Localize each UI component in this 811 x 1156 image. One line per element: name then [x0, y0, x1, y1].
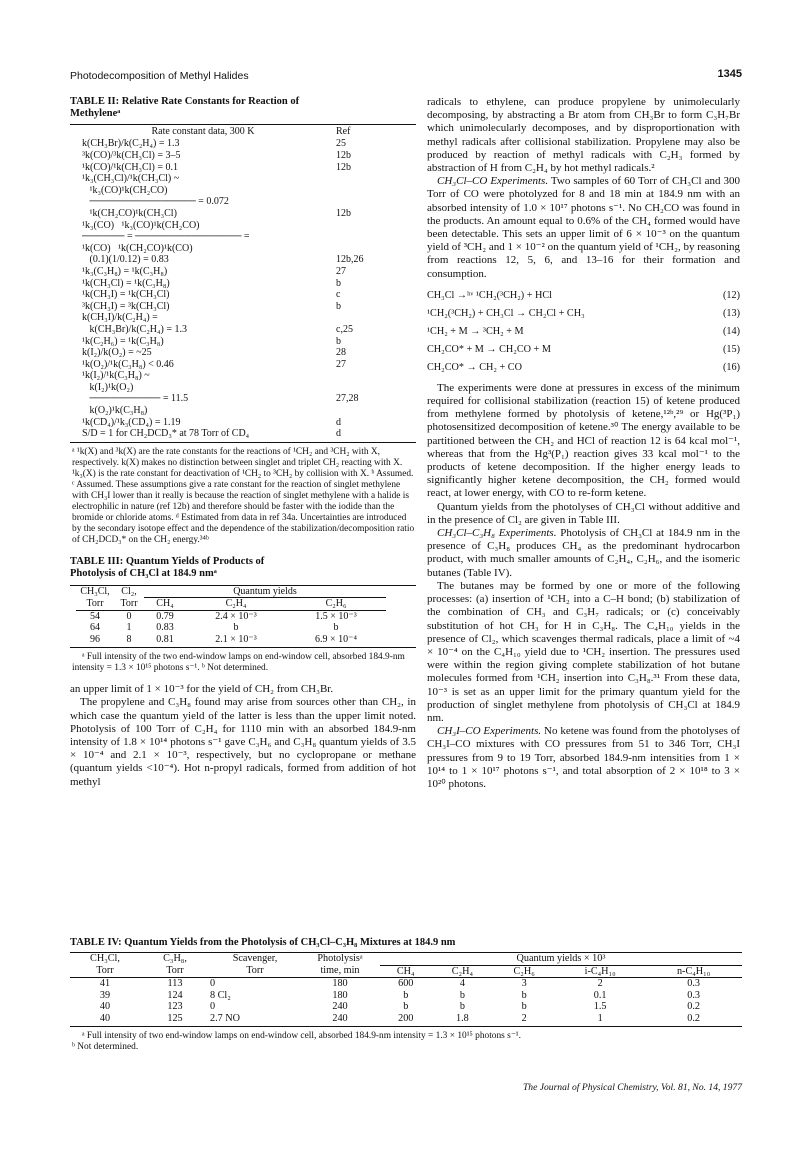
table4-h-c2h4: C₂H₄: [451, 965, 473, 977]
table2-ref-cell: b: [336, 277, 341, 289]
table2-row: [70, 336, 416, 348]
table2-row: [70, 138, 416, 150]
right-paragraph-7: [427, 725, 740, 791]
table4-h-n-c4h10: n-C₄H₁₀: [676, 965, 711, 977]
table4-caption: TABLE IV: Quantum Yields from the Photolysis of CH₃Cl–C₃H₈ Mixtures at 184.9 nm: [70, 937, 456, 948]
table2-rate-cell: ────── = ─────────────── =: [82, 231, 250, 243]
table4-h-c3h8: C₃H₈,: [163, 953, 187, 965]
table4-cell: 40: [99, 1001, 111, 1013]
table3-h-c2h4: C₂H₄: [225, 598, 247, 610]
table2-row: [70, 393, 416, 405]
table2-row: [70, 173, 416, 185]
right-paragraph-5: [427, 527, 740, 580]
table3-h-c2h6: C₂H₆: [325, 598, 347, 610]
table4-cell: 0.3: [645, 978, 742, 990]
table4-row: [70, 990, 742, 1002]
table4-h-ch4: CH₄: [396, 965, 415, 977]
table2-rate-cell: k(I₂)/k(O₂) = ~25: [82, 347, 152, 359]
table2-rate-cell: ¹k₃(C₃H₈) = ¹k(C₃H₈): [82, 265, 168, 277]
table2-ref-cell: b: [336, 335, 341, 347]
table4-row: [70, 978, 742, 990]
right-paragraph-5-text: Photolysis of CH₃Cl at 184.9 nm in the presence of C₃H₈ produces CH₄ as the predominant hydrocarbon product, with much smaller amounts of C₂H₄, C₂H₆, and the isomeric butanes (Table IV).: [427, 527, 740, 579]
table4-cell: 39: [99, 989, 111, 1001]
table2-row: [70, 208, 416, 220]
table3-cell: b: [333, 622, 339, 634]
table2-ref-cell: 25: [336, 138, 346, 150]
table2-rate-cell: ¹k(CO) ¹k(CH₂CO)¹k(CO): [82, 242, 193, 254]
table2-ref-cell: [336, 243, 416, 255]
table3-row: [76, 622, 386, 634]
table2-ref-cell: 12b: [336, 207, 351, 219]
table2-ref-cell: 28: [336, 347, 346, 359]
equation-text: CH₂CO* + M → CH₂CO + M: [427, 343, 551, 355]
table2-rate-cell: ¹k(C₂H₆) = ¹k(C₃H₈): [82, 335, 164, 347]
equation-number: (12): [723, 289, 740, 301]
section-head-ch3cl-c3h8: CH₃Cl–C₃H₈ Experiments.: [437, 527, 557, 540]
table4-footnote-a: ᵃ Full intensity of two end-window lamps on end-window cell, absorbed 184.9-nm intensity = 1.3 × 10¹⁵ photons s⁻¹.: [82, 1031, 521, 1042]
table4-h-torr2: Torr: [166, 965, 184, 977]
right-paragraph-6: The butanes may be formed by one or more of the following processes: (a) insertion of ¹CH₂ into a C–H bond; (b) stabilization of the combination of CH₃ and C₃H₇ radicals; or (c) conceivably substitution of hot CH₃ for H in C₃H₈. The C₄H₁₀ yields in the presence of Cl₂, which scavenges thermal radicals, place a limit of ~4 × 10⁻⁴ on the C₄H₁₀ yield due to ¹CH₂ insertion. The pressures used were within the region giving complete stabilization of hot butane molecules formed from ¹CH₂ insertion into C₃H₈.³¹ From these data, 10⁻³ is set as an upper limit for the primary quantum yield for the production of singlet methylene from photolysis of CH₃Cl at 184.9 nm.: [427, 579, 740, 724]
page-number: 1345: [717, 68, 742, 80]
table3-h-torr1: Torr: [86, 597, 104, 609]
table3-cell: 2.1 × 10⁻³: [215, 633, 257, 645]
table2-header-rate: Rate constant data, 300 K: [151, 125, 255, 137]
equation-text: CH₂CO* → CH₂ + CO: [427, 361, 522, 373]
table2-ref-cell: [336, 370, 416, 382]
table3-cell: 0: [114, 610, 144, 622]
table4-cell: 0.2: [687, 1012, 700, 1024]
table2-header-ref: Ref: [336, 125, 351, 137]
table2-ref-cell: c,25: [336, 323, 353, 335]
table2-rate-cell: ¹k(O₂)/¹k(C₃H₈) < 0.46: [82, 358, 174, 370]
table4-cell: 125: [167, 1012, 183, 1024]
equation: [427, 361, 740, 374]
right-paragraph-2-text: Two samples of 60 Torr of CH₃Cl and 300 Torr of CO were photolyzed for 8 and 18 min at 184.9 nm with an absorbed intensity of 1.0 × 10¹⁷ photons s⁻¹. No CH₂CO was found in the products. An amount equal to 0.6% of the CH₄ formed would have been detectable. This sets an upper limit of 6 × 10⁻³ on the quantum yield of ³CH₂ and 1 × 10⁻² on the quantum yield of ¹CH₂, by reasoning from reactions 12, 5, 6, and 13–16 for their formation and consumption.: [427, 175, 741, 280]
table4: [70, 953, 742, 1024]
table4-cell: 0.3: [687, 989, 700, 1001]
equation: [427, 307, 740, 320]
right-paragraph-4: Quantum yields from the photolyses of CH₃Cl without additive and in the presence of Cl₂ are given in Table III.: [427, 500, 740, 526]
table2-rate-cell: ¹k(CD₄)/¹k₃(CD₄) = 1.19: [82, 416, 181, 428]
right-paragraph-7-text: No ketene was found from the photolyses of CH₃I–CO mixtures with CO pressures from 51 to 346 Torr, CH₃I pressures from 9 to 19 Torr, absorbed 184.9-nm intensities from 1 × 10¹⁴ to 1 × 10¹⁷ photons s⁻¹, and total absorption of 2 × 10¹⁸ to 3 × 10²⁰ photons.: [427, 725, 740, 790]
table3-cell: 1: [126, 622, 132, 634]
table4-cell: b: [521, 989, 527, 1001]
table4-cell: 2: [521, 1012, 527, 1024]
table2-rate-cell: ¹k(CH₂CO)¹k(CH₃Cl): [82, 207, 177, 219]
table4-h-scavenger: Scavenger,: [232, 953, 278, 965]
table2-ref-cell: [336, 173, 416, 185]
table4-row: [70, 1001, 742, 1013]
table4-cell: 124: [167, 989, 183, 1001]
table2-rate-cell: ³k(CH₃I) = ³k(CH₃Cl): [82, 300, 170, 312]
equation-text: ¹CH₂ + M → ³CH₂ + M: [427, 325, 524, 337]
left-body: [70, 683, 416, 789]
equation-text: ¹CH₂(³CH₂) + CH₃Cl → CH₂Cl + CH₃: [427, 307, 585, 319]
table2-caption: TABLE II: Relative Rate Constants for Reaction of Methyleneᵃ: [70, 96, 300, 120]
table4-cell: 0: [210, 1001, 216, 1013]
table4-cell: 1: [597, 1012, 603, 1024]
table3-h-torr2: Torr: [120, 597, 138, 609]
table4-cell: 113: [140, 978, 210, 990]
table4-footnote-b: ᵇ Not determined.: [72, 1042, 139, 1053]
table3-cell: 96: [90, 633, 100, 645]
table3-row: [76, 610, 386, 622]
table3-cell: 54: [76, 610, 114, 622]
table2-row: [70, 254, 416, 266]
table2-rate-cell: ¹k₃(CO) ¹k₃(CO)¹k(CH₂CO): [82, 219, 200, 231]
table4-cell: 180: [300, 978, 380, 990]
table2-rate-cell: k(O₂)¹k(C₃H₈): [82, 405, 148, 417]
table3-h-cl2: Cl₂,: [121, 585, 137, 597]
table2-row: [70, 220, 416, 232]
table2-rate-cell: ────────── = 11.5: [82, 393, 189, 405]
table2-rate-cell: ¹k(CH₃Cl) = ¹k(C₃H₈): [82, 277, 170, 289]
table4-h-time: time, min: [320, 965, 360, 977]
table4-cell: b: [403, 989, 409, 1001]
table4-body: [70, 978, 742, 1025]
table4-cell: 180: [332, 989, 348, 1001]
equation-number: (15): [723, 343, 740, 355]
table3-row: [76, 634, 386, 646]
table2-ref-cell: d: [336, 416, 341, 428]
table2-rate-cell: ¹k(I₂)/¹k(C₃H₈) ~: [82, 370, 150, 382]
table4-row: [70, 1013, 742, 1025]
table3-cell: 2.4 × 10⁻³: [186, 610, 286, 622]
table3-cell: 64: [90, 622, 100, 634]
table4-cell: b: [459, 1001, 465, 1013]
table2-rate-cell: k(CH₃Br)/k(C₂H₄) = 1.3: [82, 138, 180, 150]
left-column: [70, 96, 416, 789]
table4-cell: 2.7 NO: [210, 1012, 240, 1024]
table2-body: [70, 138, 416, 439]
table2-footnote: ᵃ ¹k(X) and ³k(X) are the rate constants for the reactions of ¹CH₂ and ³CH₂ with X, respectively. k(X) makes no distinction between singlet and triplet CH₂ reacting with X. ¹k₃(X) is the rate constant for deactivation of ¹CH₂ to ³CH₂ by collision with X. ᵇ Assumed. ᶜ Assumed. These assumptions give a rate constant for the reaction of singlet methylene with CH₃I lower than it really is because the reaction of singlet methylene with a halide is electrophilic in nature (ref 12b) and therefore should be faster with the iodide than the bromide or chloride atoms. ᵈ Estimated from data in ref 34a. Uncertainties are introduced by the secondary isotope effect and the dependence of the stabilization/decomposition ratio of CH₂DCD₃* on the CH₂ energy.³⁴ᵇ: [72, 446, 415, 545]
equation-number: (13): [723, 307, 740, 319]
left-paragraph-2: The propylene and C₃H₈ found may arise from sources other than CH₂, in which case the quantum yield of the latter is less than the upper limit noted. Photolysis of 100 Torr of C₂H₄ for 1110 min with an absorbed 184.9-nm intensity of 1.8 × 10¹⁴ photons s⁻¹ gave C₃H₆ and C₃H₈ quantum yields of 3.5 × 10⁻⁴ and 2.1 × 10⁻³, respectively, but no cyclopropane or methane (quantum yields <10⁻⁴). Hot n-propyl radicals, formed from addition of hot methyl: [70, 696, 416, 788]
table2-row: [70, 301, 416, 313]
table2-ref-cell: 27: [336, 358, 346, 370]
table3-caption: TABLE III: Quantum Yields of Products of Photolysis of CH₃Cl at 184.9 nmᵃ: [70, 555, 265, 580]
equation: [427, 325, 740, 338]
section-head-ch3i-co: CH₃I–CO Experiments.: [437, 725, 542, 738]
equations: [427, 289, 740, 374]
table2-rate-cell: k(I₂)¹k(O₂): [82, 381, 134, 393]
right-paragraph-2: [427, 175, 740, 281]
journal-footer: The Journal of Physical Chemistry, Vol. 81, No. 14, 1977: [522, 1082, 742, 1093]
table2-row: [70, 185, 416, 197]
table2-row: [70, 243, 416, 255]
equation-number: (14): [723, 325, 740, 337]
table2-ref-cell: [336, 196, 416, 208]
table3-body: [76, 610, 386, 645]
table4-cell: 600: [380, 978, 431, 990]
table2-row: [70, 324, 416, 336]
table2-rate-cell: S/D = 1 for CH₂DCD₃* at 78 Torr of CD₄: [82, 428, 250, 440]
table2-row: [70, 266, 416, 278]
table2-rate-cell: ¹k(CH₃I) = ¹k(CH₃Cl): [82, 289, 170, 301]
table4-cell: 8 Cl₂: [210, 989, 231, 1001]
right-column: [427, 96, 740, 791]
table4-cell: 1.8: [456, 1012, 469, 1024]
table3-h-ch3cl: CH₃Cl,: [80, 585, 110, 597]
table3-h-group: Quantum yields: [144, 586, 386, 598]
equation: [427, 343, 740, 356]
table2-ref-cell: 12b: [336, 150, 351, 161]
table4-cell: 2: [555, 978, 645, 990]
table3-cell: 0.79: [144, 610, 186, 622]
table4-cell: 240: [332, 1001, 348, 1013]
table2-row: [70, 359, 416, 371]
table2-rate-cell: (0.1)(1/0.12) = 0.83: [82, 254, 169, 266]
table2-rate-cell: ¹k₃(CO)¹k(CH₂CO): [82, 184, 168, 196]
table3-cell: b: [233, 622, 239, 634]
table2-row: [70, 196, 416, 208]
table2-ref-cell: [336, 382, 416, 394]
right-paragraph-1: radicals to ethylene, can produce propylene by unimolecularly decomposing, by abstracting a Br atom from CH₃Br to form C₃H₇Br which unimolecularly decomposes, and by disproportionation with methyl radicals after collisional stabilization. Propylene may also be produced by reaction of methyl radicals with C₂H₃ formed by abstraction of H from C₂H₄ by hot methyl radicals.²: [427, 96, 740, 175]
table2-row: [70, 289, 416, 301]
table3-cell: 0.83: [156, 622, 174, 634]
table4-h-photolysis: Photolysisᵃ: [317, 953, 363, 965]
table2-row: [70, 347, 416, 359]
table4-cell: 0: [210, 978, 300, 990]
table4-h-i-c4h10: i-C₄H₁₀: [584, 965, 616, 977]
table2-rate-cell: ─────────────── = 0.072: [82, 196, 229, 208]
table2-ref-cell: [336, 220, 416, 232]
equation: [427, 289, 740, 302]
table2-ref-cell: [336, 312, 416, 324]
table4-block: [70, 937, 742, 1053]
table2-ref-cell: 12b: [336, 161, 351, 173]
table3-h-ch4: CH₄: [156, 598, 174, 610]
table2-row: [70, 370, 416, 382]
table2-ref-cell: 27: [336, 265, 346, 277]
table4-cell: 41: [70, 978, 140, 990]
table2-row: [70, 417, 416, 429]
table4-cell: 40: [99, 1012, 111, 1024]
table3-footnote: ᵃ Full intensity of the two end-window lamps on end-window cell, absorbed 184.9-nm intensity = 1.3 × 10¹⁵ photons s⁻¹. ᵇ Not determined.: [72, 652, 405, 674]
table4-cell: 1.5: [593, 1001, 607, 1013]
equation-number: (16): [723, 361, 740, 373]
table4-h-torr3: Torr: [246, 965, 264, 977]
table2-ref-cell: b: [336, 300, 341, 312]
table2: [70, 125, 416, 440]
table4-h-torr1: Torr: [96, 965, 114, 977]
table3-cell: 1.5 × 10⁻³: [286, 610, 386, 622]
table2-ref-cell: c: [336, 289, 341, 301]
table2-row: [70, 162, 416, 174]
table2-rate-cell: ¹k(CO)/¹k(CH₃Cl) = 0.1: [82, 161, 178, 173]
table2-row: [70, 382, 416, 394]
table3-cell: 6.9 × 10⁻⁴: [315, 633, 357, 645]
table2-ref-cell: 27,28: [336, 393, 359, 405]
table4-cell: 0.2: [687, 1001, 700, 1013]
table2-row: [70, 150, 416, 162]
table4-cell: b: [459, 989, 465, 1001]
table4-h-c2h6: C₂H₆: [513, 965, 535, 977]
left-paragraph-1: an upper limit of 1 × 10⁻³ for the yield of CH₂ from CH₃Br.: [70, 683, 334, 696]
table4-cell: b: [521, 1001, 527, 1013]
table3-cell: 0.81: [156, 633, 174, 645]
table2-row: [70, 312, 416, 324]
table3-cell: 8: [126, 633, 132, 645]
table2-ref-cell: [336, 231, 416, 243]
right-paragraph-3: The experiments were done at pressures in excess of the minimum required for collisional stabilization (reaction 15) of ketene produced from methylene formed by photolysis of ketene,¹²ᵇ,²⁹ or Hg(³P₁) photosensitized decomposition of ketene.³⁰ The energy available to be partitioned between the CH₂ and HCl of reaction 12 is 64 kcal mol⁻¹, whereas that from the Hg³(P₁) reaction gives 33 kcal mol⁻¹ to the products of ketene decomposition. If the higher energy leads to significantly higher ketene decomposition, the CH₂ formed would react, at lower energy, with CO to re-form ketene.: [427, 381, 740, 500]
table2-rate-cell: k(CH₃Br)/k(C₂H₄) = 1.3: [82, 323, 187, 335]
table4-cell: b: [403, 1001, 409, 1013]
table2-rate-cell: k(CH₃I)/k(C₂H₄) =: [82, 312, 158, 324]
table4-cell: 0.1: [593, 989, 607, 1001]
table2-rate-cell: ³k(CO)/³k(CH₃Cl) = 3–5: [82, 150, 181, 161]
equation-text: CH₃Cl →ʰᵛ ¹CH₂(³CH₂) + HCl: [427, 289, 553, 301]
table2-row: [70, 428, 416, 440]
section-head-ch3cl-co: CH₃Cl–CO Experiments.: [437, 175, 549, 188]
table4-h-group: Quantum yields × 10³: [380, 953, 742, 965]
table2-row: [70, 231, 416, 243]
table4-cell: 4: [431, 978, 493, 990]
table4-cell: 3: [493, 978, 555, 990]
table4-cell: 123: [167, 1001, 183, 1013]
table2-row: [70, 405, 416, 417]
table2-ref-cell: [336, 185, 416, 197]
table4-h-ch3cl: CH₃Cl,: [90, 953, 120, 965]
table2-rate-cell: ¹k₃(CH₃Cl)/¹k(CH₃Cl) ~: [82, 173, 180, 185]
table4-cell: 240: [332, 1012, 348, 1024]
table2-ref-cell: [336, 405, 416, 417]
table2-ref-cell: d: [336, 428, 341, 440]
table2-row: [70, 278, 416, 290]
table2-ref-cell: 12b,26: [336, 254, 364, 266]
running-title: Photodecomposition of Methyl Halides: [70, 70, 249, 82]
table3: [76, 586, 386, 646]
table4-cell: 200: [398, 1012, 414, 1024]
